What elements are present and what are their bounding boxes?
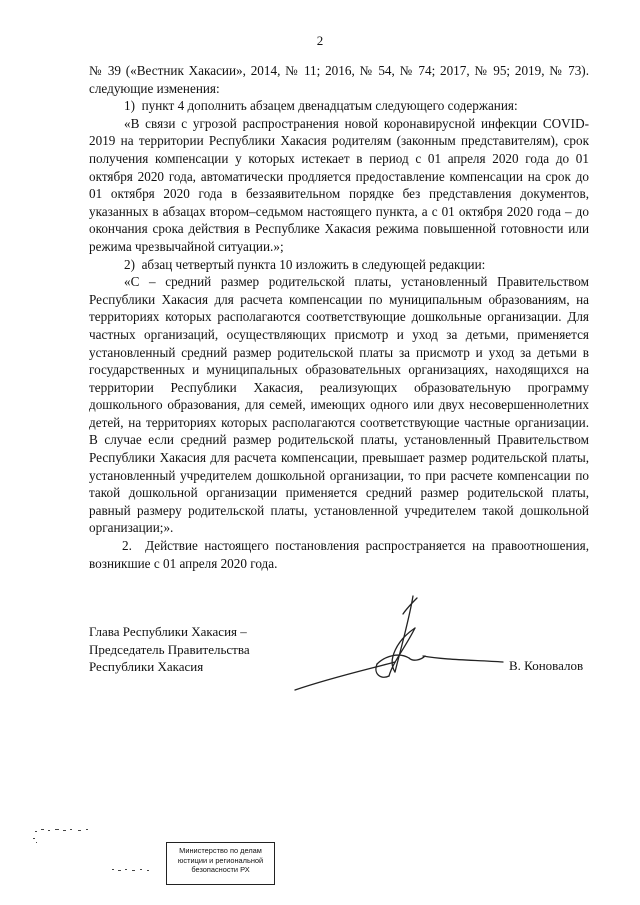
- stamp-line: безопасности РХ: [191, 865, 250, 875]
- paragraph-item-2: 2) абзац четвертый пункта 10 изложить в следующей редакции:: [124, 256, 486, 272]
- signatory-name: В. Коновалов: [509, 658, 584, 673]
- paragraph-item-1: 1) пункт 4 дополнить абзацем двенадцатым следующего содержания:: [124, 98, 518, 114]
- paragraph-intro: № 39 («Вестник Хакасии», 2014, № 11; 2016, № 54, № 74; 2017, № 95; 2019, № 73). следующие изменения:: [89, 63, 589, 96]
- signatory-title-line: Республики Хакасия: [89, 659, 204, 675]
- paragraph-effective-date: 2. Действие настоящего постановления распространяется на правоотношения, возникшие с 01 апреля 2020 года.: [89, 538, 589, 571]
- signatory-title-line: Председатель Правительства: [89, 641, 250, 657]
- paragraph-quote-1: «В связи с угрозой распространения новой коронавирусной инфекции COVID-2019 на территории Республики Хакасия родителям (законным представителям), срок получения компенсации у которых истекает в период с 01 апреля 2020 года до 01 октября 2020 года, автоматически продляется предоставление компенсации на срок до 01 октября 2020 года в беззаявительном порядке без представления документов, указанных в абзацах втором–седьмом настоящего пункта, а с 01 октября 2020 года – до окончания срока действия в Республике Хакасия режима повышенной готовности или режима чрезвычайной ситуации.»;: [89, 115, 589, 254]
- registration-stamp: [166, 842, 275, 885]
- stamp-line: юстиции и региональной: [177, 855, 264, 865]
- signatory-title-line: Глава Республики Хакасия –: [89, 624, 247, 639]
- paragraph-quote-2: «С – средний размер родительской платы, установленный Правительством Республики Хакасия для расчета компенсации по муниципальным образованиям, на территориях которых располагаются соответствующие дошкольные организации. Для частных организаций, осуществляющих присмотр и уход за детьми, применяется установленный средний размер родительской платы за присмотр и уход за детьми в государственных и муниципальных образовательных организациях, находящихся на территории Республики Хакасия, реализующих образовательную программу дошкольного образования, для семей, имеющих одного или двух несовершеннолетних детей, на территориях которых располагаются соответствующие частные организации. В случае если средний размер родительской платы, установленный Правительством Республики Хакасия для расчета компенсации, превышает размер родительской платы, установленный учредителем дошкольной организации, то при расчете компенсации по такой дошкольной организации применяется средний размер родительской платы, равный размеру родительской платы, установленной учредителем такой дошкольной организации;».: [89, 274, 589, 536]
- stamp-line: Министерство по делам: [179, 846, 262, 855]
- page-number: 2: [316, 33, 324, 48]
